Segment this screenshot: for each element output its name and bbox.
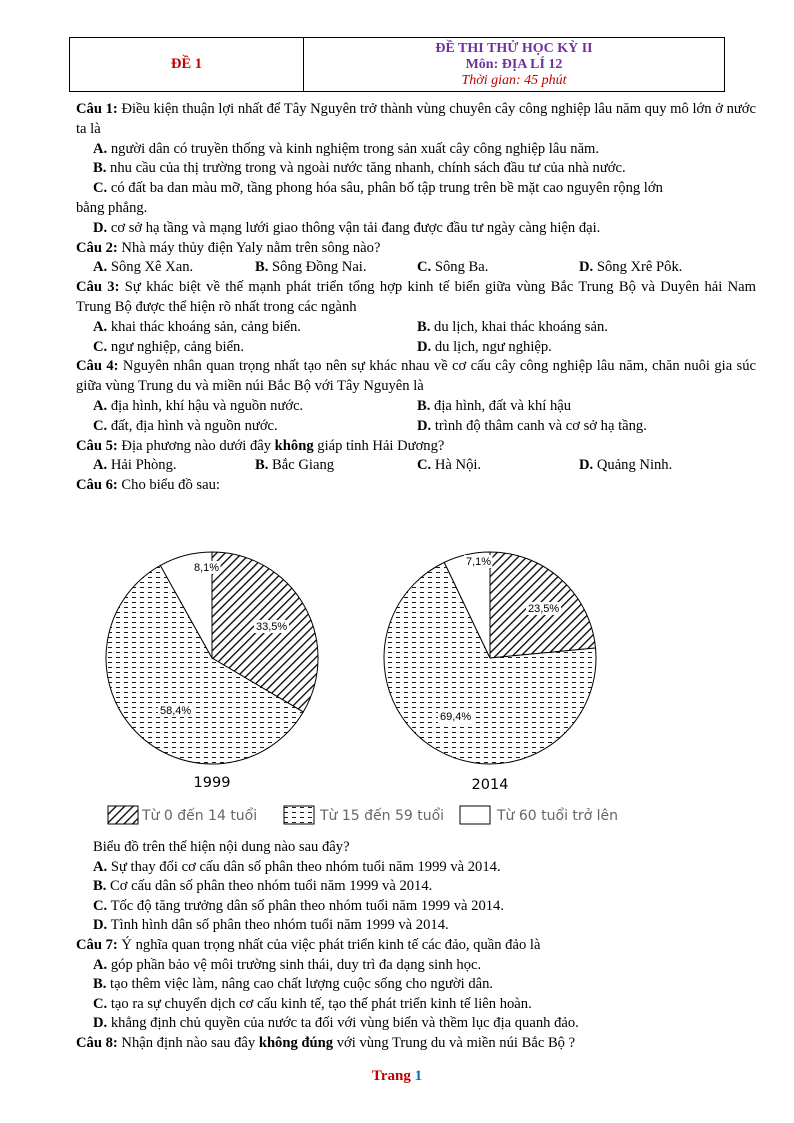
option-1b: B. nhu cầu của thị trường trong và ngoài nước tăng nhanh, chính sách đầu tư của nhà nước.: [93, 160, 626, 177]
question-label: Câu 1:: [76, 101, 118, 117]
option-3a: A. khai thác khoáng sản, cảng biển.: [93, 318, 301, 335]
question-4: Câu 4: Nguyên nhân quan trọng nhất tạo nên sự khác nhau về cơ cấu cây công nghiệp lâu năm, chăn nuôi gia súc giữa vùng Trung du và miền núi Bắc Bộ với Tây Nguyên là: [76, 358, 757, 395]
option-3b: B. du lịch, khai thác khoáng sản.: [417, 318, 608, 335]
pie-chart-2014: [384, 552, 596, 793]
option-3c: C. ngư nghiệp, cảng biển.: [93, 338, 244, 355]
option-4b: B. địa hình, đất và khí hậu: [417, 397, 572, 414]
options-2: [76, 258, 756, 278]
options-4-row1: [76, 397, 756, 417]
question-text: Điều kiện thuận lợi nhất để Tây Nguyên trở thành vùng chuyên cây công nghiệp lâu năm quy mô lớn ở nước ta là: [76, 101, 757, 137]
option-6d: D. Tình hình dân số phân theo nhóm tuổi năm 1999 và 2014.: [93, 917, 449, 934]
option-6a: A. Sự thay đổi cơ cấu dân số phân theo nhóm tuổi năm 1999 và 2014.: [93, 858, 501, 875]
question-8: Câu 8: Nhận định nào sau đây không đúng với vùng Trung du và miền núi Bắc Bộ ?: [76, 1034, 576, 1051]
pie-label-1999-1: 33,5%: [256, 621, 288, 633]
option-4d: D. trình độ thâm canh và cơ sở hạ tầng.: [417, 417, 647, 434]
exam-info: [304, 38, 724, 91]
option-2c: C. Sông Ba.: [417, 259, 489, 276]
legend-swatch-3: [460, 806, 490, 824]
question-6-prompt: Biểu đồ trên thể hiện nội dung nào sau đây?: [93, 839, 350, 855]
option-1d: D. cơ sở hạ tầng và mạng lưới giao thông vận tải đang được đầu tư ngày càng hiện đại.: [93, 219, 601, 236]
options-3-row2: [76, 338, 756, 358]
legend-swatch-1: [108, 806, 138, 824]
pie-year-label: 2014: [471, 777, 509, 793]
pie-year-label: 1999: [193, 775, 231, 791]
option-5a: A. Hải Phòng.: [93, 457, 177, 474]
option-6b: B. Cơ cấu dân số phân theo nhóm tuổi năm 1999 và 2014.: [93, 878, 433, 895]
options-4-row2: [76, 417, 756, 437]
option-2b: B. Sông Đồng Nai.: [255, 259, 367, 276]
option-1a: A. người dân có truyền thống và kinh nghiệm trong sản xuất cây công nghiệp lâu năm.: [93, 140, 600, 157]
pie-label-2014-3: 7,1%: [466, 556, 492, 568]
questions-block: [76, 100, 756, 496]
pie-label-1999-3: 8,1%: [194, 562, 220, 574]
pie-label-2014-1: 23,5%: [528, 603, 560, 615]
option-7d: D. khẳng định chủ quyền của nước ta đối với vùng biển và thềm lục địa quanh đảo.: [93, 1015, 579, 1032]
header-table: [69, 37, 725, 92]
option-3d: D. du lịch, ngư nghiệp.: [417, 338, 552, 355]
question-6: Câu 6: Cho biểu đồ sau:: [76, 477, 220, 494]
option-7c: C. tạo ra sự chuyển dịch cơ cấu kinh tế, tạo thế phát triển kinh tế liên hoàn.: [93, 995, 532, 1012]
question-5: Câu 5: Địa phương nào dưới đây không giáp tỉnh Hải Dương?: [76, 437, 445, 454]
option-4c: C. đất, địa hình và nguồn nước.: [93, 417, 278, 434]
pie-charts: [100, 550, 660, 840]
option-7b: B. tạo thêm việc làm, nâng cao chất lượng cuộc sống cho người dân.: [93, 976, 494, 993]
option-5d: D. Quảng Ninh.: [579, 457, 673, 474]
exam-time: Thời gian: 45 phút: [461, 72, 567, 88]
option-1c: C. có đất ba dan màu mỡ, tầng phong hóa sâu, phân bố tập trung trên bề mặt cao nguyên rộng lớn: [93, 180, 663, 197]
option-2a: A. Sông Xê Xan.: [93, 259, 194, 276]
option-6c: C. Tốc độ tăng trưởng dân số phân theo nhóm tuổi năm 1999 và 2014.: [93, 897, 504, 914]
question-2: Câu 2: Nhà máy thủy điện Yaly nằm trên sông nào?: [76, 239, 381, 256]
question-7: Câu 7: Ý nghĩa quan trọng nhất của việc phát triển kinh tế các đảo, quần đảo là: [76, 936, 541, 953]
options-5: [76, 456, 756, 476]
pie-chart-1999: [106, 552, 318, 791]
option-5b: B. Bắc Giang: [255, 457, 335, 474]
option-7a: A. góp phần bảo vệ môi trường sinh thái, duy trì đa dạng sinh học.: [93, 956, 482, 973]
question-3: Câu 3: Sự khác biệt về thế mạnh phát triển tổng hợp kinh tế biển giữa vùng Bắc Trung Bộ và Duyên hải Nam Trung Bộ được thể hiện rõ nhất trong các ngành: [76, 279, 757, 315]
legend-label-1: Từ 0 đến 14 tuổi: [142, 808, 258, 824]
legend-label-3: Từ 60 tuổi trở lên: [497, 808, 619, 824]
option-4a: A. địa hình, khí hậu và nguồn nước.: [93, 397, 304, 414]
option-5c: C. Hà Nội.: [417, 457, 482, 474]
pie-label-1999-2: 58,4%: [160, 705, 192, 717]
exam-subject: Môn: ĐỊA LÍ 12: [465, 56, 563, 72]
exam-title: ĐỀ THI THỬ HỌC KỲ II: [435, 40, 593, 56]
options-3-row1: [76, 318, 756, 338]
page-number: 1: [414, 1068, 423, 1084]
page-footer: [0, 1068, 794, 1085]
chart-svg: [100, 550, 660, 840]
pie-label-2014-2: 69,4%: [440, 711, 472, 723]
option-1c-continued: bằng phẳng.: [76, 199, 148, 216]
legend-label-2: Từ 15 đến 59 tuổi: [320, 808, 445, 824]
exam-code: ĐỀ 1: [70, 38, 304, 91]
legend-swatch-2: [284, 806, 314, 824]
questions-block-2: [76, 838, 756, 1054]
question-1: [76, 100, 756, 140]
option-2d: D. Sông Xrê Pôk.: [579, 259, 683, 276]
footer-word: Trang: [371, 1068, 411, 1084]
